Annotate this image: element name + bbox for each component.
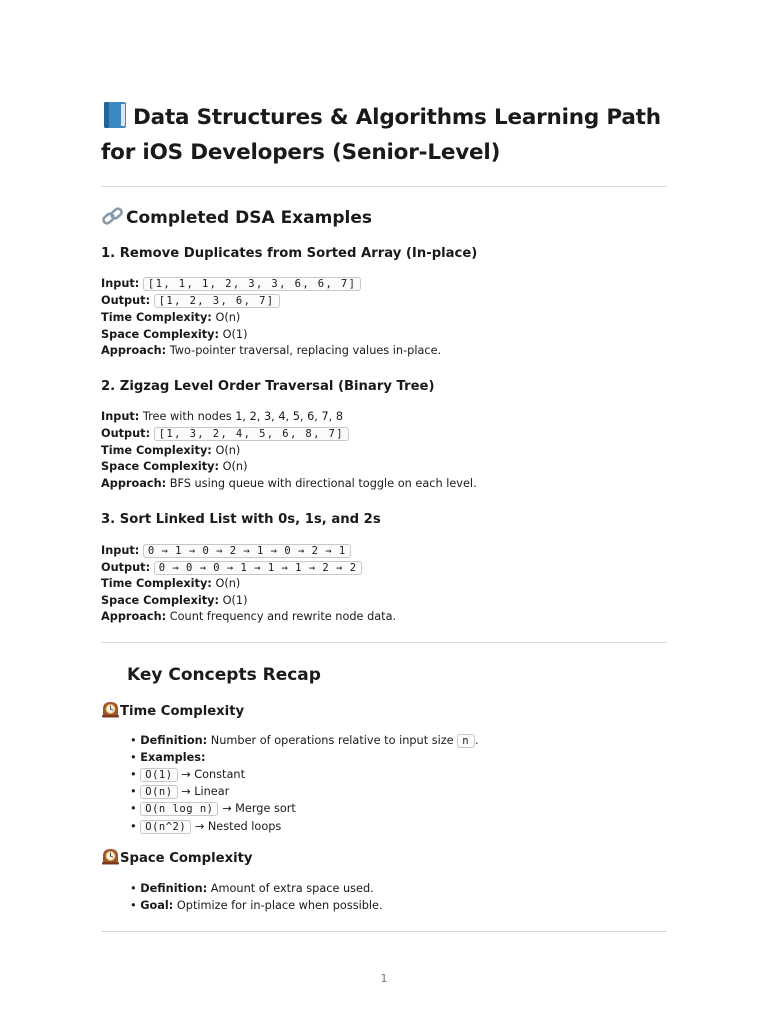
example-heading: 2. Zigzag Level Order Traversal (Binary Tree) [101, 379, 435, 394]
example-space: Space Complexity: O(n) [101, 460, 248, 473]
mantelpiece-clock-icon [101, 847, 120, 865]
example-time: Time Complexity: O(n) [101, 444, 241, 457]
example-approach: Approach: BFS using queue with directional toggle on each level. [101, 477, 477, 490]
example-approach: Approach: Count frequency and rewrite node data. [101, 610, 397, 623]
list-item: • Examples: [130, 751, 206, 764]
subsection-heading-text: Time Complexity [120, 704, 245, 719]
inline-code: O(n^2) [140, 820, 191, 834]
example-input: Input: Tree with nodes 1, 2, 3, 4, 5, 6, 7, 8 [101, 410, 344, 423]
inline-code: n [457, 734, 475, 748]
subsection-heading-time [101, 700, 244, 722]
output-code: [1, 3, 2, 4, 5, 6, 8, 7] [154, 427, 349, 441]
example-space: Space Complexity: O(1) [101, 594, 248, 607]
section-heading-text: Completed DSA Examples [126, 208, 372, 228]
example-approach: Approach: Two-pointer traversal, replacing values in-place. [101, 344, 442, 357]
link-icon [101, 205, 126, 227]
input-code: 0 → 1 → 0 → 2 → 1 → 0 → 2 → 1 [143, 544, 351, 558]
divider [101, 642, 667, 643]
section-heading-key-concepts: Key Concepts Recap [127, 665, 321, 685]
divider [101, 186, 667, 187]
list-item: • O(n) → Linear [130, 785, 230, 798]
example-time: Time Complexity: O(n) [101, 577, 241, 590]
subsection-heading-text: Space Complexity [120, 851, 253, 866]
page-number: 1 [380, 972, 388, 985]
list-item: • O(1) → Constant [130, 768, 245, 781]
example-input: Input: 0 → 1 → 0 → 2 → 1 → 0 → 2 → 1 [101, 542, 351, 560]
output-code: [1, 2, 3, 6, 7] [154, 294, 280, 308]
section-heading-completed [101, 205, 372, 230]
mantelpiece-clock-icon [101, 700, 120, 718]
page-title-text: Data Structures & Algorithms Learning Path for iOS Developers (Senior-Level) [101, 105, 661, 165]
example-output: Output: [1, 3, 2, 4, 5, 6, 8, 7] [101, 425, 349, 443]
example-heading: 1. Remove Duplicates from Sorted Array (In-place) [101, 246, 478, 261]
list-item: • O(n^2) → Nested loops [130, 820, 282, 833]
example-time: Time Complexity: O(n) [101, 311, 241, 324]
list-item: • Goal: Optimize for in-place when possible. [130, 899, 383, 912]
input-code: [1, 1, 1, 2, 3, 3, 6, 6, 7] [143, 277, 361, 291]
inline-code: O(n log n) [140, 802, 218, 816]
example-output: Output: 0 → 0 → 0 → 1 → 1 → 1 → 2 → 2 [101, 559, 362, 577]
page-title [101, 100, 667, 170]
example-space: Space Complexity: O(1) [101, 328, 248, 341]
inline-code: O(1) [140, 768, 177, 782]
list-item: • Definition: Amount of extra space used. [130, 882, 374, 895]
blue-book-icon [101, 101, 129, 129]
subsection-heading-space [101, 847, 253, 869]
example-input: Input: [1, 1, 1, 2, 3, 3, 6, 6, 7] [101, 275, 361, 293]
list-item: • O(n log n) → Merge sort [130, 802, 296, 815]
divider [101, 931, 667, 932]
example-output: Output: [1, 2, 3, 6, 7] [101, 292, 280, 310]
example-heading: 3. Sort Linked List with 0s, 1s, and 2s [101, 512, 381, 527]
list-item: • Definition: Number of operations relative to input size n . [130, 734, 479, 747]
output-code: 0 → 0 → 0 → 1 → 1 → 1 → 2 → 2 [154, 561, 362, 575]
inline-code: O(n) [140, 785, 177, 799]
